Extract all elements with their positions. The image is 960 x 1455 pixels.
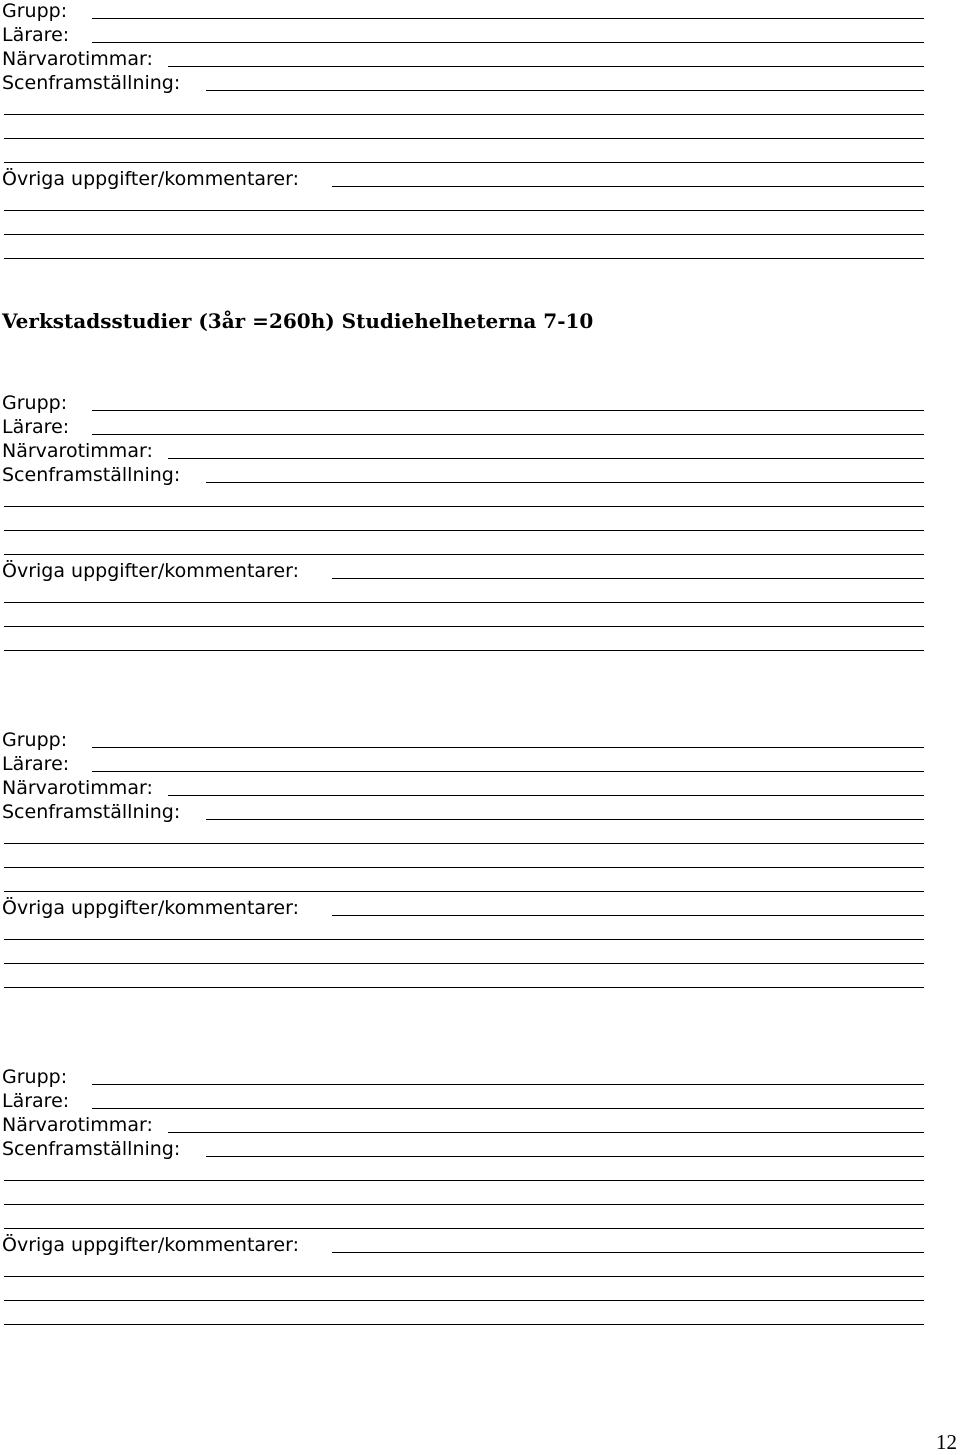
stage-production-label: Scenframställning: xyxy=(2,801,181,823)
blank-line xyxy=(0,240,960,264)
blank-line xyxy=(0,536,960,560)
blank-line-field[interactable] xyxy=(4,234,924,235)
comments-field[interactable] xyxy=(332,1252,924,1253)
blank-line-field[interactable] xyxy=(4,162,924,163)
group-field[interactable] xyxy=(92,1084,924,1085)
blank-line-field[interactable] xyxy=(4,939,924,940)
comments-row xyxy=(0,1234,960,1258)
comments-row xyxy=(0,168,960,192)
attendance-hours-row xyxy=(0,1114,960,1138)
blank-line-field[interactable] xyxy=(4,506,924,507)
comments-row xyxy=(0,560,960,584)
blank-line xyxy=(0,96,960,120)
comments-label: Övriga uppgifter/kommentarer: xyxy=(2,1234,299,1256)
group-row xyxy=(0,392,960,416)
blank-line xyxy=(0,849,960,873)
teacher-field[interactable] xyxy=(92,1108,924,1109)
teacher-label: Lärare: xyxy=(2,416,70,438)
stage-production-field[interactable] xyxy=(206,1156,924,1157)
stage-production-label: Scenframställning: xyxy=(2,1138,181,1160)
blank-line-field[interactable] xyxy=(4,530,924,531)
comments-label: Övriga uppgifter/kommentarer: xyxy=(2,168,299,190)
attendance-hours-label: Närvarotimmar: xyxy=(2,48,153,70)
blank-line-field[interactable] xyxy=(4,1324,924,1325)
group-label: Grupp: xyxy=(2,1066,68,1088)
group-label: Grupp: xyxy=(2,392,68,414)
stage-production-row xyxy=(0,801,960,825)
blank-line-field[interactable] xyxy=(4,1180,924,1181)
comments-label: Övriga uppgifter/kommentarer: xyxy=(2,897,299,919)
stage-production-row xyxy=(0,72,960,96)
blank-line-field[interactable] xyxy=(4,554,924,555)
blank-line xyxy=(0,1306,960,1330)
teacher-row xyxy=(0,416,960,440)
blank-line-field[interactable] xyxy=(4,1204,924,1205)
blank-line xyxy=(0,1162,960,1186)
teacher-field[interactable] xyxy=(92,434,924,435)
blank-line-field[interactable] xyxy=(4,138,924,139)
group-field[interactable] xyxy=(92,18,924,19)
blank-line-field[interactable] xyxy=(4,1228,924,1229)
form-block-2 xyxy=(0,392,960,662)
blank-line xyxy=(0,120,960,144)
attendance-hours-row xyxy=(0,48,960,72)
teacher-row xyxy=(0,753,960,777)
blank-line xyxy=(0,1282,960,1306)
blank-line xyxy=(0,192,960,216)
blank-line xyxy=(0,873,960,897)
stage-production-field[interactable] xyxy=(206,90,924,91)
stage-production-field[interactable] xyxy=(206,482,924,483)
attendance-hours-label: Närvarotimmar: xyxy=(2,440,153,462)
blank-line-field[interactable] xyxy=(4,114,924,115)
teacher-label: Lärare: xyxy=(2,753,70,775)
group-label: Grupp: xyxy=(2,0,68,22)
form-block-1 xyxy=(0,0,960,270)
blank-line-field[interactable] xyxy=(4,602,924,603)
blank-line-field[interactable] xyxy=(4,987,924,988)
group-row xyxy=(0,1066,960,1090)
blank-line xyxy=(0,608,960,632)
teacher-row xyxy=(0,24,960,48)
blank-line xyxy=(0,216,960,240)
comments-field[interactable] xyxy=(332,578,924,579)
blank-line xyxy=(0,921,960,945)
group-row xyxy=(0,729,960,753)
page-number: 12 xyxy=(936,1430,957,1454)
blank-line-field[interactable] xyxy=(4,1300,924,1301)
attendance-hours-field[interactable] xyxy=(168,458,924,459)
blank-line xyxy=(0,969,960,993)
blank-line-field[interactable] xyxy=(4,843,924,844)
attendance-hours-field[interactable] xyxy=(168,66,924,67)
blank-line-field[interactable] xyxy=(4,891,924,892)
form-block-4 xyxy=(0,1066,960,1336)
blank-line xyxy=(0,1186,960,1210)
attendance-hours-row xyxy=(0,777,960,801)
comments-label: Övriga uppgifter/kommentarer: xyxy=(2,560,299,582)
blank-line xyxy=(0,1258,960,1282)
blank-line xyxy=(0,1210,960,1234)
group-label: Grupp: xyxy=(2,729,68,751)
blank-line-field[interactable] xyxy=(4,1276,924,1277)
blank-line-field[interactable] xyxy=(4,258,924,259)
section-heading: Verkstadsstudier (3år =260h) Studiehelheterna 7-10 xyxy=(2,309,594,333)
teacher-label: Lärare: xyxy=(2,24,70,46)
attendance-hours-label: Närvarotimmar: xyxy=(2,777,153,799)
comments-field[interactable] xyxy=(332,186,924,187)
blank-line xyxy=(0,488,960,512)
blank-line xyxy=(0,144,960,168)
blank-line xyxy=(0,584,960,608)
blank-line xyxy=(0,632,960,656)
blank-line-field[interactable] xyxy=(4,210,924,211)
blank-line-field[interactable] xyxy=(4,626,924,627)
blank-line xyxy=(0,825,960,849)
comments-field[interactable] xyxy=(332,915,924,916)
stage-production-row xyxy=(0,1138,960,1162)
teacher-field[interactable] xyxy=(92,42,924,43)
form-block-3 xyxy=(0,729,960,999)
attendance-hours-row xyxy=(0,440,960,464)
stage-production-label: Scenframställning: xyxy=(2,72,181,94)
attendance-hours-label: Närvarotimmar: xyxy=(2,1114,153,1136)
blank-line-field[interactable] xyxy=(4,867,924,868)
blank-line-field[interactable] xyxy=(4,650,924,651)
group-field[interactable] xyxy=(92,747,924,748)
teacher-row xyxy=(0,1090,960,1114)
group-row xyxy=(0,0,960,24)
attendance-hours-field[interactable] xyxy=(168,795,924,796)
comments-row xyxy=(0,897,960,921)
teacher-label: Lärare: xyxy=(2,1090,70,1112)
teacher-field[interactable] xyxy=(92,771,924,772)
blank-line xyxy=(0,512,960,536)
stage-production-label: Scenframställning: xyxy=(2,464,181,486)
blank-line xyxy=(0,945,960,969)
group-field[interactable] xyxy=(92,410,924,411)
blank-line-field[interactable] xyxy=(4,963,924,964)
stage-production-row xyxy=(0,464,960,488)
attendance-hours-field[interactable] xyxy=(168,1132,924,1133)
stage-production-field[interactable] xyxy=(206,819,924,820)
